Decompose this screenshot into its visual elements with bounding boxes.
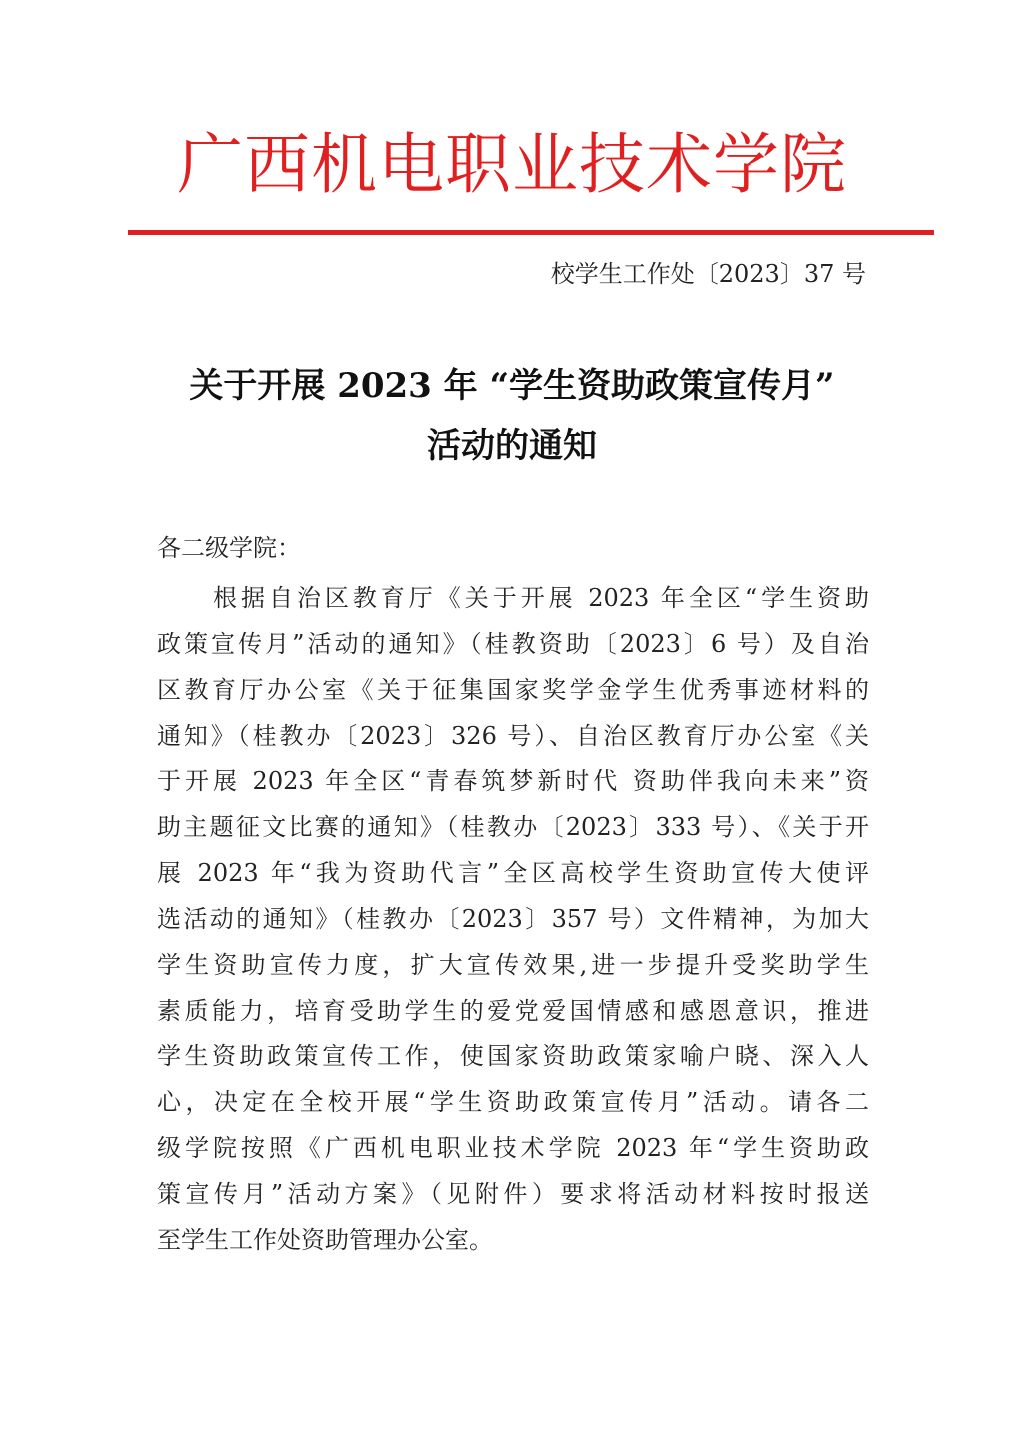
- red-divider-line: [128, 230, 934, 235]
- body-line: 助主题征文比赛的通知》（桂教办〔2023〕333 号）、《关于开: [157, 813, 869, 842]
- document-number: 校学生工作处〔2023〕37 号: [550, 260, 866, 288]
- body-line: 根据自治区教育厅《关于开展 2023 年全区“学生资助: [213, 584, 869, 612]
- salutation: 各二级学院：: [157, 534, 301, 562]
- notice-title: [0, 356, 1024, 476]
- body-line: 策宣传月”活动方案》（见附件）要求将活动材料按时报送: [157, 1179, 869, 1208]
- title-line-1: 关于开展 2023 年 “学生资助政策宣传月”: [189, 366, 835, 406]
- body-line: 学生资助宣传力度，扩大宣传效果,进一步提升受奖助学生: [157, 950, 869, 979]
- body-line: 政策宣传月”活动的通知》（桂教资助〔2023〕6 号）及自治: [157, 629, 869, 658]
- body-line: 区教育厅办公室《关于征集国家奖学金学生优秀事迹材料的: [157, 675, 869, 704]
- body-line: 素质能力，培育受助学生的爱党爱国情感和感恩意识，推进: [157, 996, 869, 1025]
- masthead-title: 广西机电职业技术学院: [177, 126, 847, 203]
- body-line: 选活动的通知》（桂教办〔2023〕357 号）文件精神，为加大: [157, 904, 869, 933]
- body-line: 于开展 2023 年全区“青春筑梦新时代 资助伴我向未来”资: [157, 767, 869, 796]
- body-line: 学生资助政策宣传工作，使国家资助政策家喻户晓、深入人: [157, 1042, 869, 1071]
- body-line: 心，决定在全校开展“学生资助政策宣传月”活动。请各二: [157, 1088, 869, 1117]
- body-line: 至学生工作处资助管理办公室。: [157, 1225, 493, 1254]
- body-paragraph: [157, 576, 869, 1264]
- body-line: 展 2023 年“我为资助代言”全区高校学生资助宣传大使评: [157, 859, 869, 888]
- body-line: 通知》（桂教办〔2023〕326 号）、自治区教育厅办公室《关: [157, 721, 869, 750]
- title-line-2: 活动的通知: [427, 426, 597, 466]
- body-line: 级学院按照《广西机电职业技术学院 2023 年“学生资助政: [157, 1134, 869, 1163]
